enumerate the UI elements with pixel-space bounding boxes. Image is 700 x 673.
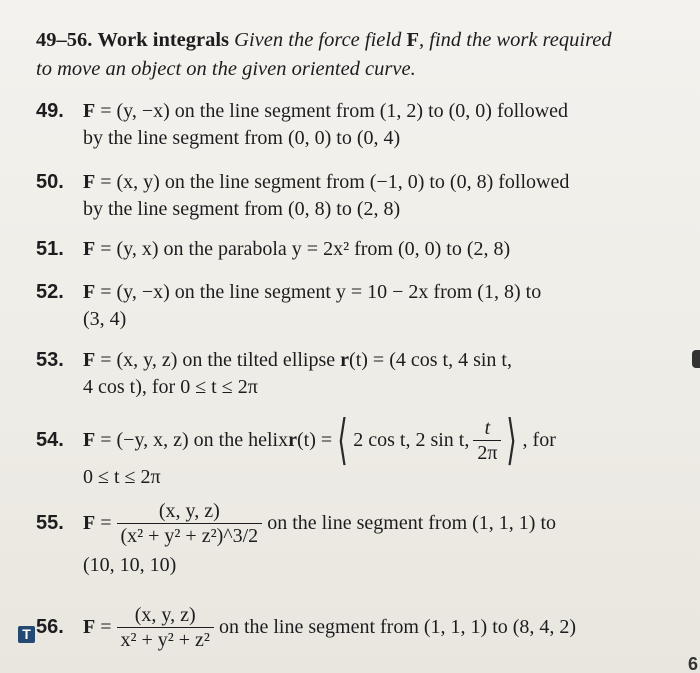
- problem-number: 51.: [36, 238, 64, 260]
- equals: =: [100, 238, 112, 260]
- equals: =: [100, 428, 112, 451]
- problem-53: [36, 347, 512, 401]
- heading-desc-2: , find the work required: [419, 29, 612, 51]
- problem-52: [36, 279, 541, 333]
- page-edge-marker: [692, 350, 700, 368]
- position-vector: r: [340, 349, 350, 371]
- position-vector: r: [288, 428, 297, 451]
- problem-text-line2: (3, 4): [83, 308, 127, 330]
- equals: =: [100, 100, 112, 122]
- problem-number: 49.: [36, 100, 64, 122]
- problem-55: [36, 494, 556, 579]
- equals: =: [100, 281, 112, 303]
- fraction-numerator: (x, y, z): [158, 499, 220, 522]
- problem-number: 54.: [36, 428, 64, 451]
- heading-field: F: [406, 29, 419, 51]
- problem-text-line2: 0 ≤ t ≤ 2π: [83, 466, 161, 488]
- technology-icon: T: [18, 626, 35, 643]
- problem-text-b: (t) =: [297, 428, 333, 451]
- problem-number: 50.: [36, 171, 64, 193]
- field-symbol: F: [83, 238, 96, 260]
- problem-tail: , for: [522, 428, 556, 451]
- problem-text: (y, x) on the parabola y = 2x² from (0, 0) to (2, 8): [116, 238, 511, 260]
- problem-54: [36, 408, 556, 491]
- problem-text-b: (t) = (4 cos t, 4 sin t,: [349, 349, 512, 371]
- field-symbol: F: [83, 100, 96, 122]
- field-symbol: F: [83, 511, 96, 534]
- field-symbol: F: [83, 281, 96, 303]
- fraction-numerator: (x, y, z): [134, 603, 196, 626]
- field-symbol: F: [83, 428, 96, 451]
- equals: =: [100, 511, 112, 534]
- problem-49: [36, 98, 568, 152]
- problem-text: (−y, x, z) on the helix: [116, 428, 289, 451]
- problem-text: (x, y, z) on the tilted ellipse: [116, 349, 341, 371]
- problem-text: (y, −x) on the line segment y = 10 − 2x from (1, 8) to: [116, 281, 542, 303]
- heading-desc-line2: to move an object on the given oriented curve.: [36, 58, 416, 80]
- problem-tail: on the line segment from (1, 1, 1) to (8, 4, 2): [218, 615, 577, 638]
- heading-desc-1: Given the force field: [234, 29, 402, 51]
- problem-51: [36, 236, 510, 263]
- problem-56: [36, 598, 576, 656]
- heading-title: Work integrals: [97, 29, 230, 51]
- problem-number: 53.: [36, 349, 64, 371]
- left-angle-bracket: ⟨: [337, 408, 348, 471]
- problem-text-line2: by the line segment from (0, 8) to (2, 8): [83, 198, 401, 220]
- problem-tail: on the line segment from (1, 1, 1) to: [267, 511, 557, 534]
- section-heading: [36, 26, 676, 84]
- equals: =: [100, 349, 112, 371]
- problem-50: [36, 169, 569, 223]
- fraction-numerator: t: [484, 416, 491, 439]
- problem-number: 56.: [36, 615, 64, 638]
- field-symbol: F: [83, 349, 96, 371]
- heading-range: 49–56.: [36, 29, 93, 51]
- fraction: [117, 499, 263, 548]
- equals: =: [100, 615, 112, 638]
- fraction: [117, 603, 214, 652]
- field-symbol: F: [83, 171, 96, 193]
- problem-text-line2: 4 cos t), for 0 ≤ t ≤ 2π: [83, 376, 258, 398]
- equals: =: [100, 171, 112, 193]
- problem-text-line2: (10, 10, 10): [83, 554, 177, 576]
- problem-number: 55.: [36, 511, 64, 534]
- fraction: [473, 416, 501, 465]
- problem-text-line2: by the line segment from (0, 0) to (0, 4): [83, 127, 401, 149]
- problem-text: (x, y) on the line segment from (−1, 0) to (0, 8) followed: [116, 171, 570, 193]
- problem-text: (y, −x) on the line segment from (1, 2) to (0, 0) followed: [116, 100, 569, 122]
- page-number-fragment: 6: [688, 654, 699, 673]
- right-angle-bracket: ⟩: [506, 408, 518, 471]
- field-symbol: F: [83, 615, 96, 638]
- fraction-denominator: x² + y² + z²: [117, 627, 214, 652]
- problem-number: 52.: [36, 281, 64, 303]
- fraction-denominator: (x² + y² + z²)^3/2: [117, 523, 263, 548]
- fraction-denominator: 2π: [473, 440, 501, 465]
- vector-components: 2 cos t, 2 sin t,: [353, 428, 470, 451]
